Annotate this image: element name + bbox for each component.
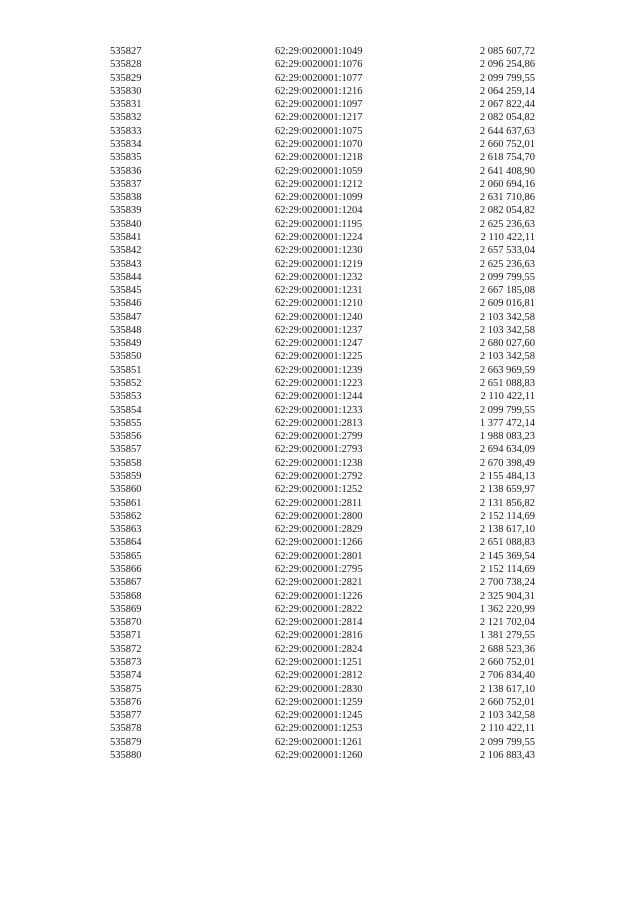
- cadastral-number: 62:29:0020001:1049: [275, 46, 363, 57]
- cadastral-value: 2 660 752,01: [479, 696, 535, 708]
- table-row: [0, 404, 535, 417]
- cadastral-value: 2 680 027,60: [479, 338, 535, 350]
- table-row: [0, 483, 535, 496]
- cadastral-number: 62:29:0020001:2793: [275, 444, 363, 456]
- table-row: [0, 709, 535, 722]
- cadastral-value: 2 103 342,58: [479, 324, 535, 336]
- cadastral-number: 62:29:0020001:1099: [275, 192, 363, 204]
- table-row: [0, 58, 535, 71]
- table-row: [0, 111, 535, 124]
- cadastral-value-table: [0, 45, 535, 762]
- table-row: [0, 550, 535, 563]
- row-number: 535828: [110, 59, 142, 71]
- cadastral-value: 2 152 114,69: [480, 510, 535, 522]
- table-row: [0, 45, 535, 58]
- row-number: 535852: [110, 378, 142, 390]
- row-number: 535862: [110, 510, 142, 522]
- cadastral-number: 62:29:0020001:1195: [275, 218, 363, 230]
- cadastral-number: 62:29:0020001:2830: [275, 683, 363, 695]
- row-number: 535834: [110, 138, 142, 150]
- cadastral-value: 2 099 799,55: [479, 72, 535, 84]
- row-number: 535856: [110, 431, 142, 443]
- row-number: 535844: [110, 271, 142, 283]
- cadastral-value: 2 082 054,82: [479, 205, 535, 217]
- cadastral-number: 62:29:0020001:1238: [275, 457, 363, 469]
- table-row: [0, 523, 535, 536]
- cadastral-number: 62:29:0020001:1232: [275, 271, 363, 283]
- table-row: [0, 337, 535, 350]
- row-number: 535840: [110, 218, 142, 230]
- table-row: [0, 749, 535, 762]
- table-row: [0, 98, 535, 111]
- cadastral-value: 2 103 342,58: [479, 710, 535, 722]
- row-number: 535830: [110, 85, 142, 97]
- table-row: [0, 470, 535, 483]
- cadastral-value: 2 667 185,08: [479, 285, 535, 297]
- cadastral-number: 62:29:0020001:1245: [275, 710, 363, 722]
- row-number: 535843: [110, 258, 142, 270]
- cadastral-number: 62:29:0020001:1239: [275, 364, 363, 376]
- cadastral-number: 62:29:0020001:2814: [275, 617, 363, 629]
- cadastral-value: 2 660 752,01: [479, 138, 535, 150]
- table-row: [0, 191, 535, 204]
- cadastral-value: 2 110 422,11: [480, 231, 535, 243]
- cadastral-number: 62:29:0020001:1224: [275, 231, 363, 243]
- cadastral-value: 2 155 484,13: [479, 471, 535, 482]
- cadastral-value: 2 152 114,69: [480, 563, 535, 575]
- table-row: [0, 271, 535, 284]
- cadastral-number: 62:29:0020001:1260: [275, 749, 363, 761]
- cadastral-value: 2 644 637,63: [479, 125, 535, 137]
- cadastral-value: 2 060 694,16: [479, 178, 535, 190]
- cadastral-number: 62:29:0020001:2829: [275, 524, 363, 536]
- cadastral-number: 62:29:0020001:1230: [275, 245, 363, 257]
- row-number: 535853: [110, 391, 142, 403]
- row-number: 535846: [110, 298, 142, 310]
- cadastral-number: 62:29:0020001:2811: [275, 497, 363, 509]
- row-number: 535847: [110, 311, 142, 323]
- cadastral-value: 2 657 533,04: [479, 245, 535, 257]
- cadastral-value: 2 138 617,10: [479, 524, 535, 536]
- cadastral-number: 62:29:0020001:1251: [275, 656, 363, 668]
- row-number: 535880: [110, 749, 142, 761]
- table-row: [0, 576, 535, 589]
- table-row: [0, 297, 535, 310]
- cadastral-number: 62:29:0020001:1240: [275, 311, 363, 323]
- cadastral-number: 62:29:0020001:1253: [275, 723, 363, 735]
- table-row: [0, 204, 535, 217]
- row-number: 535841: [110, 231, 142, 243]
- table-row: [0, 138, 535, 151]
- cadastral-value: 2 099 799,55: [479, 271, 535, 283]
- cadastral-number: 62:29:0020001:2824: [275, 643, 363, 655]
- row-number: 535872: [110, 643, 142, 655]
- cadastral-value: 2 625 236,63: [479, 218, 535, 230]
- cadastral-number: 62:29:0020001:1231: [275, 285, 363, 297]
- row-number: 535854: [110, 404, 142, 416]
- row-number: 535874: [110, 670, 142, 682]
- cadastral-number: 62:29:0020001:2799: [275, 431, 363, 443]
- row-number: 535865: [110, 550, 142, 562]
- cadastral-number: 62:29:0020001:2813: [275, 417, 363, 429]
- cadastral-value: 2 618 754,70: [479, 152, 535, 164]
- table-row: [0, 258, 535, 271]
- cadastral-value: 2 660 752,01: [479, 656, 535, 668]
- cadastral-value: 2 694 634,09: [479, 444, 535, 456]
- cadastral-value: 1 988 083,23: [479, 431, 535, 443]
- cadastral-number: 62:29:0020001:1247: [275, 338, 363, 350]
- cadastral-number: 62:29:0020001:2792: [275, 471, 363, 482]
- cadastral-value: 2 110 422,11: [480, 723, 535, 735]
- row-number: 535837: [110, 178, 142, 190]
- cadastral-value: 2 651 088,83: [479, 378, 535, 390]
- cadastral-number: 62:29:0020001:1210: [275, 298, 363, 310]
- row-number: 535827: [110, 46, 142, 57]
- cadastral-number: 62:29:0020001:2795: [275, 563, 363, 575]
- table-row: [0, 736, 535, 749]
- row-number: 535855: [110, 417, 142, 429]
- cadastral-number: 62:29:0020001:1212: [275, 178, 363, 190]
- row-number: 535860: [110, 484, 142, 496]
- cadastral-number: 62:29:0020001:1219: [275, 258, 363, 270]
- table-row: [0, 656, 535, 669]
- row-number: 535845: [110, 285, 142, 297]
- row-number: 535848: [110, 324, 142, 336]
- table-row: [0, 443, 535, 456]
- cadastral-value: 2 641 408,90: [479, 165, 535, 177]
- cadastral-value: 2 325 904,31: [479, 590, 535, 602]
- cadastral-number: 62:29:0020001:1218: [275, 152, 363, 164]
- row-number: 535868: [110, 590, 142, 602]
- table-row: [0, 244, 535, 257]
- row-number: 535829: [110, 72, 142, 84]
- cadastral-number: 62:29:0020001:1070: [275, 138, 363, 150]
- table-row: [0, 696, 535, 709]
- table-row: [0, 430, 535, 443]
- cadastral-number: 62:29:0020001:2801: [275, 550, 363, 562]
- table-row: [0, 497, 535, 510]
- row-number: 535873: [110, 656, 142, 668]
- cadastral-number: 62:29:0020001:1077: [275, 72, 363, 84]
- row-number: 535878: [110, 723, 142, 735]
- row-number: 535851: [110, 364, 142, 376]
- cadastral-value: 2 085 607,72: [479, 46, 535, 57]
- cadastral-number: 62:29:0020001:2816: [275, 630, 363, 642]
- cadastral-number: 62:29:0020001:1097: [275, 99, 363, 111]
- cadastral-value: 2 106 883,43: [479, 749, 535, 761]
- cadastral-value: 2 099 799,55: [479, 404, 535, 416]
- table-row: [0, 683, 535, 696]
- table-row: [0, 643, 535, 656]
- row-number: 535863: [110, 524, 142, 536]
- cadastral-number: 62:29:0020001:1266: [275, 537, 363, 549]
- table-row: [0, 324, 535, 337]
- table-row: [0, 457, 535, 470]
- table-row: [0, 218, 535, 231]
- row-number: 535875: [110, 683, 142, 695]
- row-number: 535833: [110, 125, 142, 137]
- cadastral-number: 62:29:0020001:2800: [275, 510, 363, 522]
- cadastral-value: 2 121 702,04: [479, 617, 535, 629]
- cadastral-number: 62:29:0020001:1223: [275, 378, 363, 390]
- row-number: 535858: [110, 457, 142, 469]
- row-number: 535867: [110, 577, 142, 589]
- table-row: [0, 536, 535, 549]
- table-row: [0, 311, 535, 324]
- table-row: [0, 178, 535, 191]
- table-row: [0, 390, 535, 403]
- table-row: [0, 85, 535, 98]
- cadastral-value: 2 651 088,83: [479, 537, 535, 549]
- cadastral-number: 62:29:0020001:1226: [275, 590, 363, 602]
- row-number: 535857: [110, 444, 142, 456]
- table-row: [0, 510, 535, 523]
- cadastral-number: 62:29:0020001:1261: [275, 736, 363, 748]
- row-number: 535849: [110, 338, 142, 350]
- table-row: [0, 350, 535, 363]
- cadastral-value: 2 138 659,97: [479, 484, 535, 496]
- cadastral-value: 2 131 856,82: [479, 497, 535, 509]
- cadastral-number: 62:29:0020001:2822: [275, 603, 363, 615]
- table-body: [0, 45, 535, 762]
- row-number: 535866: [110, 563, 142, 575]
- cadastral-number: 62:29:0020001:1259: [275, 696, 363, 708]
- cadastral-value: 2 688 523,36: [479, 643, 535, 655]
- cadastral-value: 2 700 738,24: [479, 577, 535, 589]
- cadastral-value: 2 663 969,59: [479, 364, 535, 376]
- cadastral-value: 2 670 398,49: [479, 457, 535, 469]
- cadastral-value: 2 103 342,58: [479, 311, 535, 323]
- cadastral-number: 62:29:0020001:1075: [275, 125, 363, 137]
- table-row: [0, 603, 535, 616]
- table-row: [0, 125, 535, 138]
- cadastral-value: 2 609 016,81: [479, 298, 535, 310]
- table-row: [0, 377, 535, 390]
- cadastral-value: 2 096 254,86: [479, 59, 535, 71]
- cadastral-value: 2 625 236,63: [479, 258, 535, 270]
- cadastral-value: 1 381 279,55: [479, 630, 535, 642]
- cadastral-number: 62:29:0020001:1204: [275, 205, 363, 217]
- row-number: 535876: [110, 696, 142, 708]
- table-row: [0, 629, 535, 642]
- cadastral-value: 1 377 472,14: [479, 417, 535, 429]
- row-number: 535842: [110, 245, 142, 257]
- row-number: 535877: [110, 710, 142, 722]
- table-row: [0, 364, 535, 377]
- cadastral-number: 62:29:0020001:1252: [275, 484, 363, 496]
- cadastral-number: 62:29:0020001:2812: [275, 670, 363, 682]
- cadastral-value: 1 362 220,99: [479, 603, 535, 615]
- row-number: 535838: [110, 192, 142, 204]
- cadastral-number: 62:29:0020001:1217: [275, 112, 363, 124]
- cadastral-value: 2 067 822,44: [479, 99, 535, 111]
- cadastral-value: 2 706 834,40: [479, 670, 535, 682]
- row-number: 535870: [110, 617, 142, 629]
- table-row: [0, 284, 535, 297]
- cadastral-number: 62:29:0020001:1233: [275, 404, 363, 416]
- row-number: 535861: [110, 497, 142, 509]
- cadastral-value: 2 103 342,58: [479, 351, 535, 363]
- row-number: 535832: [110, 112, 142, 124]
- row-number: 535839: [110, 205, 142, 217]
- table-row: [0, 722, 535, 735]
- row-number: 535869: [110, 603, 142, 615]
- table-row: [0, 669, 535, 682]
- cadastral-value: 2 145 369,54: [479, 550, 535, 562]
- cadastral-number: 62:29:0020001:1059: [275, 165, 363, 177]
- cadastral-number: 62:29:0020001:1244: [275, 391, 363, 403]
- cadastral-number: 62:29:0020001:2821: [275, 577, 363, 589]
- table-row: [0, 165, 535, 178]
- row-number: 535835: [110, 152, 142, 164]
- cadastral-value: 2 138 617,10: [479, 683, 535, 695]
- row-number: 535864: [110, 537, 142, 549]
- table-row: [0, 231, 535, 244]
- cadastral-value: 2 099 799,55: [479, 736, 535, 748]
- table-row: [0, 151, 535, 164]
- table-row: [0, 417, 535, 430]
- table-row: [0, 563, 535, 576]
- table-row: [0, 616, 535, 629]
- row-number: 535871: [110, 630, 142, 642]
- cadastral-number: 62:29:0020001:1216: [275, 85, 363, 97]
- table-row: [0, 72, 535, 85]
- row-number: 535859: [110, 471, 142, 482]
- cadastral-value: 2 082 054,82: [479, 112, 535, 124]
- row-number: 535836: [110, 165, 142, 177]
- cadastral-value: 2 064 259,14: [479, 85, 535, 97]
- table-row: [0, 590, 535, 603]
- row-number: 535879: [110, 736, 142, 748]
- cadastral-number: 62:29:0020001:1225: [275, 351, 363, 363]
- row-number: 535850: [110, 351, 142, 363]
- row-number: 535831: [110, 99, 142, 111]
- cadastral-number: 62:29:0020001:1076: [275, 59, 363, 71]
- cadastral-number: 62:29:0020001:1237: [275, 324, 363, 336]
- cadastral-value: 2 631 710,86: [479, 192, 535, 204]
- cadastral-value: 2 110 422,11: [480, 391, 535, 403]
